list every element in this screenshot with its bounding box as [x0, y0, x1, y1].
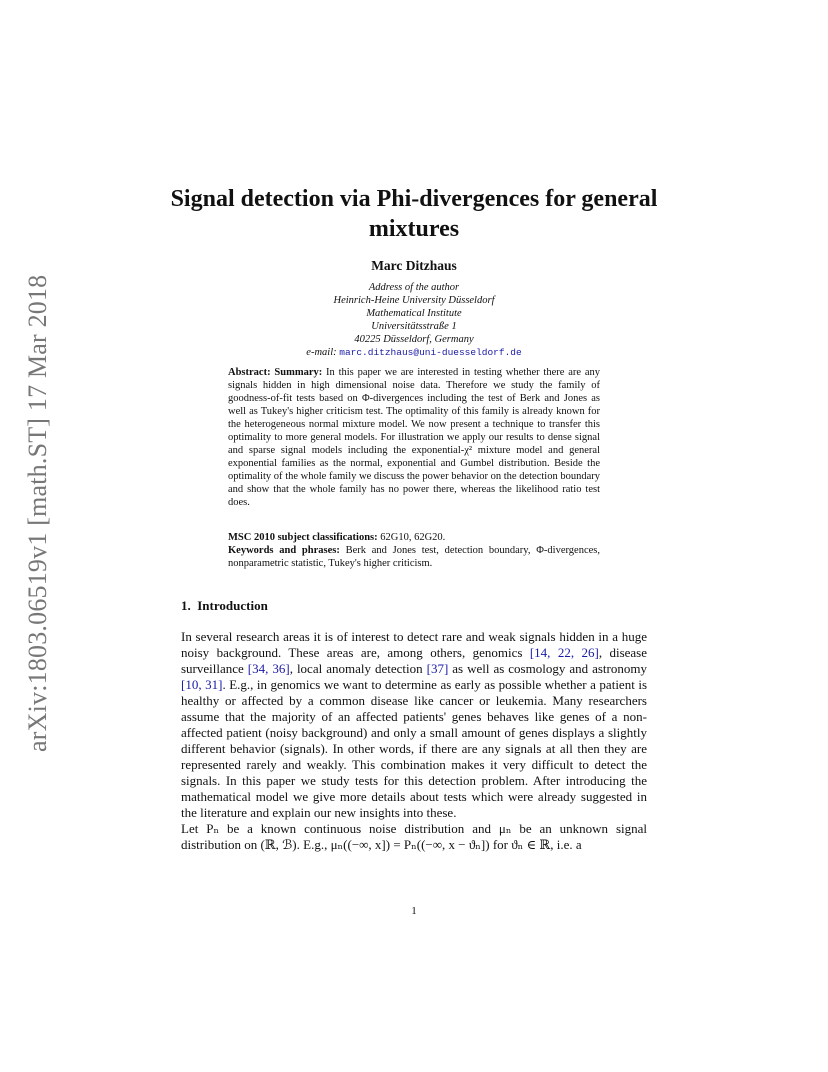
citation-link[interactable]: [10, 31]: [181, 677, 223, 692]
intro-paragraph-1: [181, 629, 647, 821]
address-line: Address of the author: [368, 282, 460, 293]
msc-line: [228, 531, 600, 544]
citation-link[interactable]: [34, 36]: [247, 661, 290, 676]
keywords-label: Keywords and phrases:: [228, 545, 340, 556]
keywords-line: [228, 544, 600, 570]
text-run: as well as cosmology and astronomy: [448, 661, 647, 676]
email-link[interactable]: marc.ditzhaus@uni-duesseldorf.de: [339, 347, 522, 358]
address-line: Heinrich-Heine University Düsseldorf: [333, 295, 495, 306]
text-run: , disease surveillance: [181, 645, 648, 676]
section-number: 1.: [181, 598, 191, 613]
msc-label: MSC 2010 subject classifications:: [228, 532, 378, 543]
citation-link[interactable]: [14, 22, 26]: [529, 645, 599, 660]
section-title: Introduction: [197, 598, 268, 613]
summary-label: Summary:: [274, 367, 323, 378]
email-label: e-mail:: [306, 347, 337, 358]
keywords-value: Berk and Jones test, detection boundary, Φ-divergences, nonparametric statistic, Tukey's higher criticism.: [228, 545, 600, 569]
introduction-body: [181, 629, 647, 853]
arxiv-identifier-stamp: arXiv:1803.06519v1 [math.ST] 17 Mar 2018: [23, 274, 52, 752]
section-heading-introduction: [181, 598, 268, 614]
citation-link[interactable]: [37]: [426, 661, 449, 676]
classifications-block: [228, 531, 600, 570]
msc-value: 62G10, 62G20.: [380, 532, 446, 543]
abstract-text: In this paper we are interested in testing whether there are any signals hidden in high dimensional noise data. Therefore we study the family of goodness-of-fit tests based on Φ-divergences including the test of Berk and Jones as well as Tukey's higher criticism test. The optimality of this family is already known for the heterogeneous normal mixture model. We now present a technique to transfer this optimality to more general models. For illustration we apply our results to dense signal and sparse signal models including the exponential-χ² mixture model and general exponential families as the normal, exponential and Gumbel distribution. Beside the optimality of the whole family we discuss the power behavior on the detection boundary and show that the whole family has no power there, whereas the likelihood ratio test does.: [228, 367, 601, 508]
page-number: 1: [411, 905, 417, 917]
intro-paragraph-2: Let Pₙ be a known continuous noise distribution and μₙ be an unknown signal distribution on (ℝ, ℬ). E.g., μₙ((−∞, x]) = Pₙ((−∞, x − ϑₙ]) for ϑₙ ∈ ℝ, i.e. a: [181, 821, 647, 852]
text-run: In several research areas it is of interest to detect rare and weak signals hidden in a huge noisy background. These areas are, among others, genomics: [181, 629, 647, 660]
author-address: [230, 281, 598, 359]
email-line: [230, 346, 598, 359]
text-run: . E.g., in genomics we want to determine as early as possible whether a patient is healthy or affected by a common disease like cancer or leukemia. Many researchers assume that the majority of an affected patients' genes behaves like genes of a non-affected patient (noisy background) and only a small amount of genes displays a slightly different behavior (signals). In other words, if there are any signals at all then they are represented rarely and weakly. This combination makes it very difficult to detect the signals. In this paper we study tests for this detection problem. After introducing the mathematical model we give more details about tests which were already suggested in the literature and explain our new insights into these.: [181, 677, 647, 820]
paper-title: Signal detection via Phi-divergences for general mixtures: [170, 186, 658, 242]
address-line: 40225 Düsseldorf, Germany: [354, 334, 474, 345]
abstract: [228, 366, 600, 509]
author-name: Marc Ditzhaus: [371, 258, 457, 273]
abstract-label: Abstract:: [228, 367, 271, 378]
address-line: Mathematical Institute: [366, 308, 462, 319]
address-line: Universitätsstraße 1: [371, 321, 457, 332]
text-run: , local anomaly detection: [289, 661, 427, 676]
